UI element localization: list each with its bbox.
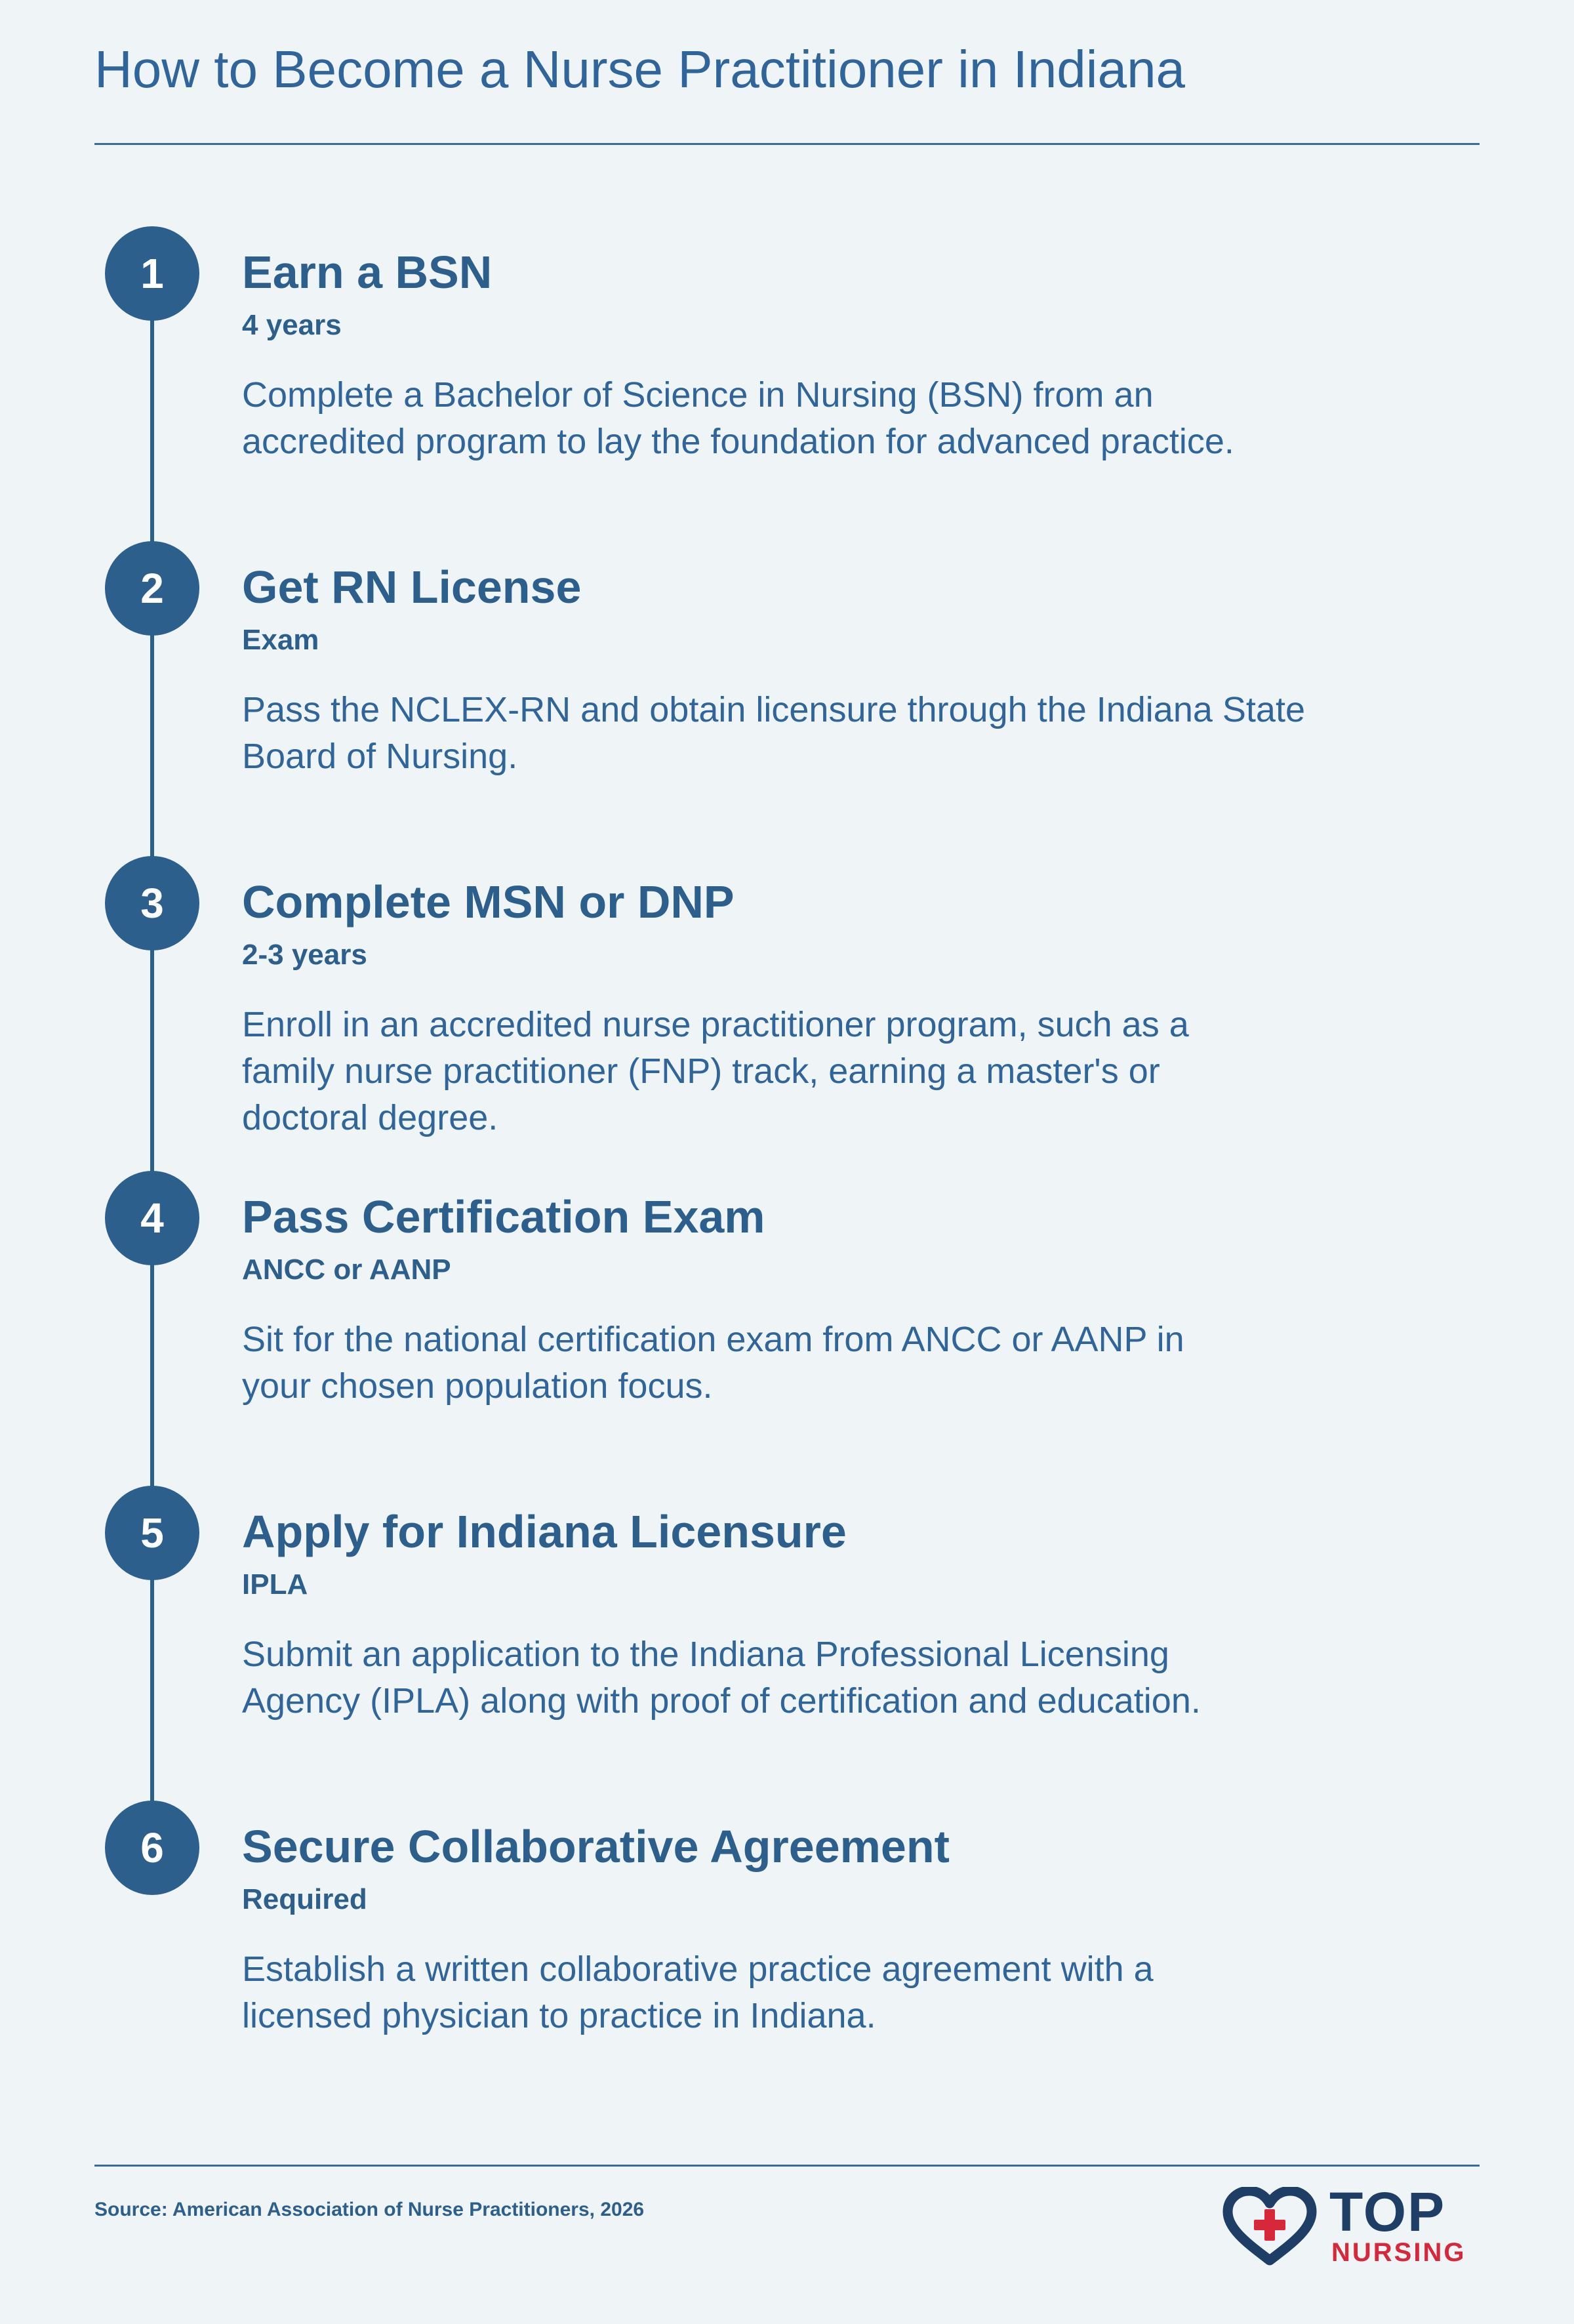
step-4 — [0, 1171, 1574, 1486]
step-title: Pass Certification Exam — [242, 1191, 765, 1242]
page-title: How to Become a Nurse Practitioner in Indiana — [94, 40, 1186, 98]
step-description: Pass the NCLEX-RN and obtain licensure through the Indiana State Board of Nursing. — [242, 690, 1305, 776]
footer-divider — [94, 2165, 1480, 2167]
step-number-badge: 2 — [105, 541, 199, 636]
step-title: Complete MSN or DNP — [242, 876, 735, 928]
step-description: Enroll in an accredited nurse practitioner program, such as a family nurse practitioner (FNP) track, earning a master's or doctoral degree. — [242, 1005, 1189, 1137]
title-divider — [94, 143, 1480, 145]
step-title: Secure Collaborative Agreement — [242, 1821, 950, 1872]
logo-wordmark-top: TOP — [1329, 2181, 1446, 2243]
step-title: Earn a BSN — [242, 247, 493, 298]
step-duration: 4 years — [242, 309, 342, 341]
step-number-badge: 3 — [105, 856, 199, 950]
step-duration: IPLA — [242, 1568, 308, 1600]
step-number-badge: 4 — [105, 1171, 199, 1265]
source-citation: Source: American Association of Nurse Practitioners, 2026 — [94, 2199, 645, 2220]
step-duration: 2-3 years — [242, 939, 367, 971]
heart-cross-icon — [1221, 2187, 1318, 2266]
step-duration: Exam — [242, 624, 319, 656]
step-2 — [0, 541, 1574, 856]
step-1 — [0, 226, 1574, 541]
step-title: Apply for Indiana Licensure — [242, 1506, 847, 1557]
top-nursing-logo — [1221, 2181, 1483, 2267]
step-number-badge: 1 — [105, 226, 199, 321]
step-description: Complete a Bachelor of Science in Nursing (BSN) from an accredited program to lay the foundation for advanced practice. — [242, 375, 1234, 461]
step-6 — [0, 1801, 1574, 2115]
step-5 — [0, 1486, 1574, 1801]
step-duration: Required — [242, 1883, 367, 1915]
step-number-badge: 5 — [105, 1486, 199, 1580]
step-title: Get RN License — [242, 561, 582, 613]
step-description: Establish a written collaborative practice agreement with a licensed physician to practice in Indiana. — [242, 1949, 1154, 2035]
step-number-badge: 6 — [105, 1801, 199, 1895]
logo-wordmark-bottom: NURSING — [1331, 2238, 1466, 2267]
step-description: Sit for the national certification exam from ANCC or AANP in your chosen population focus. — [242, 1320, 1184, 1406]
step-description: Submit an application to the Indiana Professional Licensing Agency (IPLA) along with proof of certification and education. — [242, 1635, 1201, 1721]
step-duration: ANCC or AANP — [242, 1254, 451, 1286]
step-3 — [0, 856, 1574, 1171]
